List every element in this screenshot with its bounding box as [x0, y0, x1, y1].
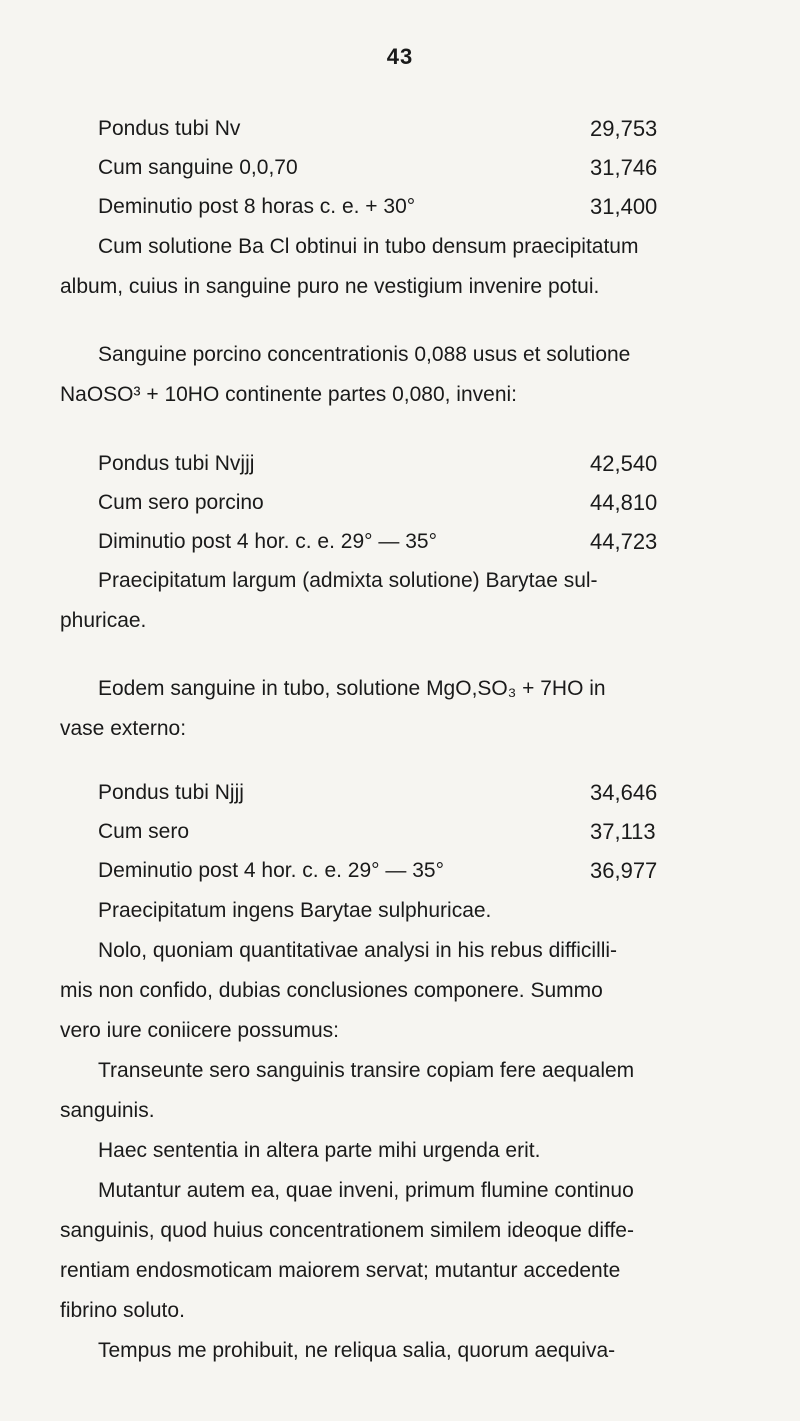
- paragraph-line: Transeunte sero sanguinis transire copiam fere aequalem: [98, 1059, 635, 1082]
- row-value: 29,753: [590, 116, 658, 141]
- row-label: Deminutio post 4 hor. c. e. 29° — 35°: [98, 859, 444, 882]
- paragraph-line: vero iure coniicere possumus:: [60, 1019, 339, 1042]
- row-label: Deminutio post 8 horas c. e. + 30°: [98, 195, 416, 218]
- paragraph-line: Nolo, quoniam quantitativae analysi in his rebus difficilli-: [98, 939, 618, 962]
- page-number: 43: [386, 44, 414, 69]
- paragraph-line: rentiam endosmoticam maiorem servat; mutantur accedente: [60, 1259, 621, 1282]
- paragraph-line: vase externo:: [60, 717, 187, 740]
- paragraph-line: Haec sententia in altera parte mihi urgenda erit.: [98, 1139, 541, 1162]
- row-value: 44,810: [590, 490, 658, 515]
- paragraph-line: Sanguine porcino concentrationis 0,088 usus et solutione: [98, 343, 631, 366]
- row-value: 31,400: [590, 194, 658, 219]
- row-label: Diminutio post 4 hor. c. e. 29° — 35°: [98, 530, 437, 553]
- paragraph-line: Praecipitatum ingens Barytae sulphuricae.: [98, 899, 492, 922]
- row-label: Pondus tubi Njjj: [98, 781, 244, 804]
- row-label: Cum sero porcino: [98, 491, 264, 514]
- paragraph-line: sanguinis, quod huius concentrationem similem ideoque diffe-: [60, 1219, 634, 1242]
- paragraph-line: Mutantur autem ea, quae inveni, primum flumine continuo: [98, 1179, 634, 1202]
- row-value: 42,540: [590, 451, 658, 476]
- paragraph-line: NaOSO³ + 10HO continente partes 0,080, inveni:: [60, 383, 518, 406]
- row-value: 34,646: [590, 780, 658, 805]
- row-label: Cum sanguine 0,0,70: [98, 156, 298, 179]
- paragraph-line: fibrino soluto.: [60, 1299, 185, 1322]
- paragraph-line: album, cuius in sanguine puro ne vestigium invenire potui.: [60, 275, 600, 298]
- row-label: Cum sero: [98, 820, 190, 843]
- paragraph-line: Cum solutione Ba Cl obtinui in tubo densum praecipitatum: [98, 235, 639, 258]
- row-label: Pondus tubi Nvjjj: [98, 452, 255, 475]
- row-value: 44,723: [590, 529, 658, 554]
- paragraph-line: phuricae.: [60, 609, 147, 632]
- row-value: 31,746: [590, 155, 658, 180]
- paragraph-line: Praecipitatum largum (admixta solutione) Barytae sul-: [98, 569, 598, 592]
- paragraph-line: mis non confido, dubias conclusiones componere. Summo: [60, 979, 603, 1002]
- paragraph-line: Tempus me prohibuit, ne reliqua salia, quorum aequiva-: [98, 1339, 616, 1362]
- row-value: 36,977: [590, 858, 658, 883]
- row-label: Pondus tubi Nv: [98, 117, 241, 140]
- paragraph-line: sanguinis.: [60, 1099, 155, 1122]
- row-value: 37,113: [590, 819, 656, 844]
- paragraph-line: Eodem sanguine in tubo, solutione MgO,SO₃ + 7HO in: [98, 677, 606, 700]
